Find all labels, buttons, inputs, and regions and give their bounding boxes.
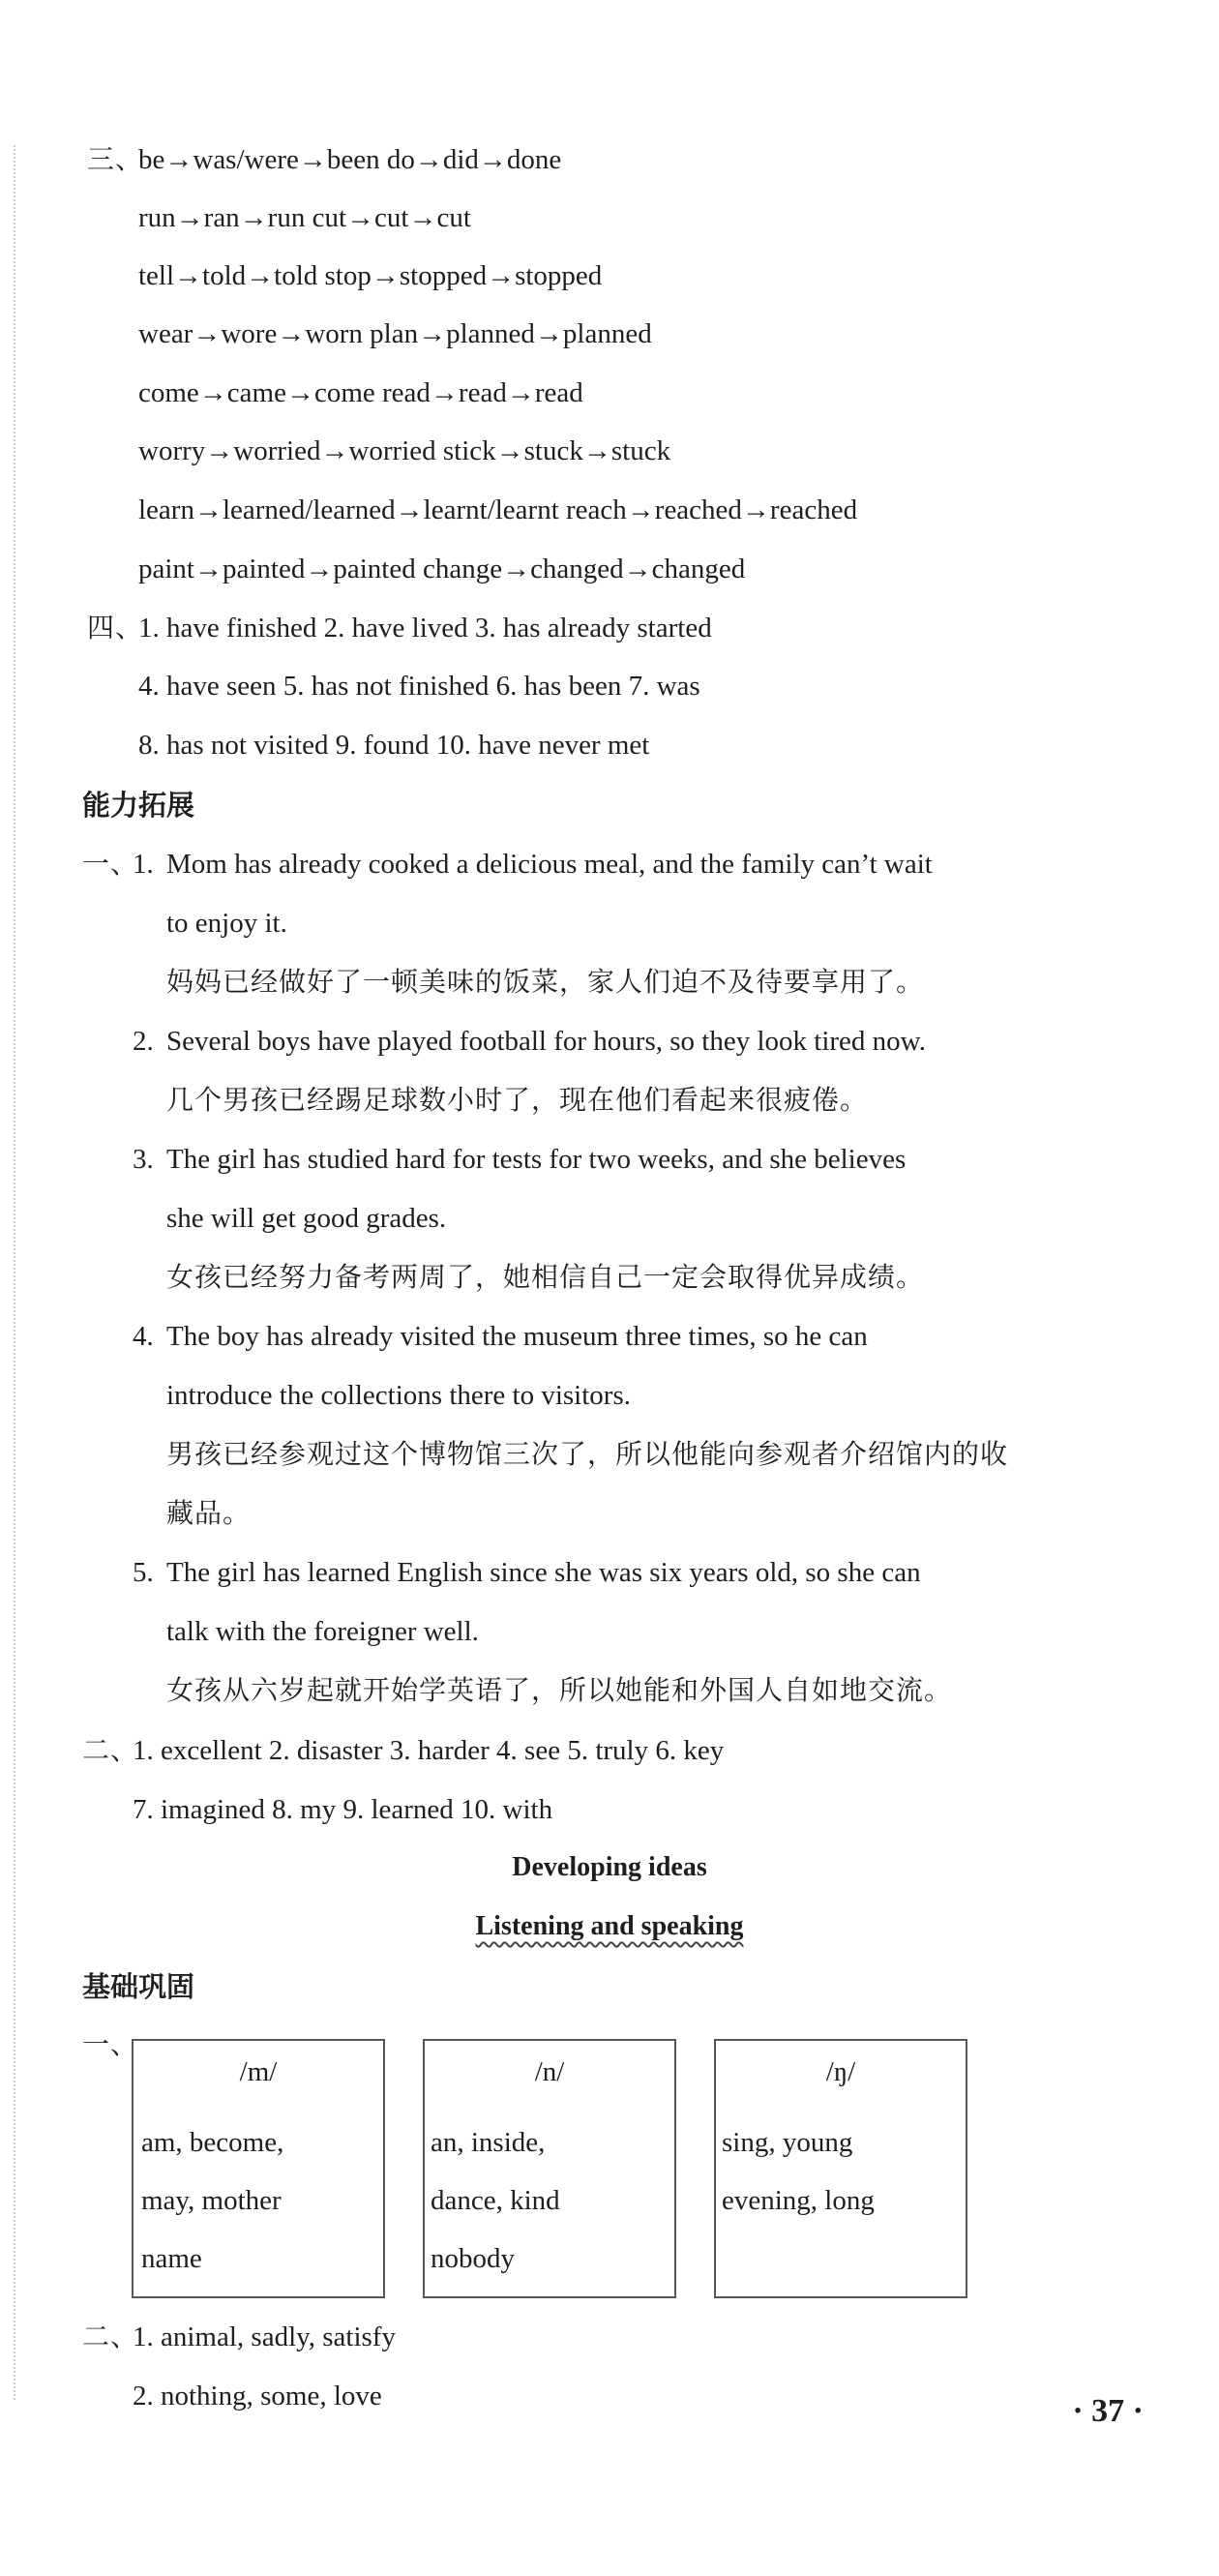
- answer-line: 1. excellent 2. disaster 3. harder 4. see 5. truly 6. key: [133, 1735, 725, 1766]
- english-sentence: The girl has studied hard for tests for two weeks, and she believes: [166, 1144, 907, 1175]
- word-list-line: name: [141, 2243, 202, 2274]
- answer-line: 1. animal, sadly, satisfy: [133, 2321, 396, 2352]
- margin-dotted-line: [14, 145, 15, 2400]
- word-list-line: an, inside,: [431, 2127, 546, 2158]
- answer-line: 4. have seen 5. has not finished 6. has been 7. was: [138, 671, 700, 702]
- section4-label: 四、: [87, 612, 144, 644]
- verb-forms-line: paint→painted→painted change→changed→changed: [138, 554, 746, 584]
- basic-part1-label: 一、: [82, 2028, 139, 2060]
- word-list-line: sing, young: [722, 2127, 853, 2158]
- chinese-translation: 女孩已经努力备考两周了，她相信自己一定会取得优异成绩。: [166, 1261, 925, 1293]
- item-number: 1.: [133, 849, 154, 880]
- answer-line: 7. imagined 8. my 9. learned 10. with: [133, 1794, 553, 1825]
- chinese-translation: 藏品。: [166, 1497, 252, 1529]
- english-sentence: Mom has already cooked a delicious meal, and the family can’t wait: [166, 849, 933, 880]
- section3-label: 三、: [87, 143, 144, 175]
- chinese-translation: 男孩已经参观过这个博物馆三次了，所以他能向参观者介绍馆内的收: [166, 1438, 1009, 1470]
- english-sentence: to enjoy it.: [166, 908, 287, 939]
- basic-part2-label: 二、: [82, 2321, 139, 2352]
- verb-forms-line: come→came→come read→read→read: [138, 377, 583, 408]
- chinese-translation: 几个男孩已经踢足球数小时了，现在他们看起来很疲倦。: [166, 1084, 869, 1116]
- verb-forms-line: run→ran→run cut→cut→cut: [138, 202, 471, 233]
- english-sentence: talk with the foreigner well.: [166, 1616, 479, 1647]
- word-list-line: evening, long: [722, 2185, 875, 2216]
- english-sentence: Several boys have played football for hours, so they look tired now.: [166, 1026, 926, 1057]
- verb-forms-line: wear→wore→worn plan→planned→planned: [138, 318, 652, 349]
- verb-forms-line: be→was/were→been do→did→done: [138, 144, 562, 175]
- answer-line: 8. has not visited 9. found 10. have never met: [138, 730, 650, 761]
- answer-line: 2. nothing, some, love: [133, 2381, 382, 2411]
- word-list-line: nobody: [431, 2243, 515, 2274]
- answer-line: 1. have finished 2. have lived 3. has already started: [138, 613, 712, 644]
- listening-speaking-subtitle: Listening and speaking: [475, 1911, 744, 1941]
- developing-subtitle-row: [0, 1907, 1219, 1946]
- word-list-line: am, become,: [141, 2127, 284, 2158]
- chinese-translation: 女孩从六岁起就开始学英语了，所以她能和外国人自如地交流。: [166, 1674, 953, 1706]
- verb-forms-line: tell→told→told stop→stopped→stopped: [138, 260, 603, 291]
- english-sentence: she will get good grades.: [166, 1203, 447, 1234]
- phoneme-box-ng: [714, 2039, 967, 2298]
- english-sentence: introduce the collections there to visitors.: [166, 1380, 631, 1411]
- ability-part1-label: 一、: [82, 848, 139, 880]
- phoneme-symbol: /ŋ/: [825, 2056, 856, 2087]
- item-number: 3.: [133, 1144, 154, 1175]
- item-number: 5.: [133, 1557, 154, 1588]
- chinese-translation: 妈妈已经做好了一顿美味的饭菜，家人们迫不及待要享用了。: [166, 966, 925, 998]
- item-number: 2.: [133, 1026, 154, 1057]
- phoneme-symbol: /m/: [239, 2056, 278, 2087]
- basic-heading: 基础巩固: [82, 1970, 195, 2003]
- developing-title: Developing ideas: [512, 1852, 707, 1882]
- phoneme-box-m: [132, 2039, 385, 2298]
- phoneme-symbol: /n/: [534, 2056, 565, 2087]
- english-sentence: The boy has already visited the museum three times, so he can: [166, 1321, 868, 1352]
- item-number: 4.: [133, 1321, 154, 1352]
- ability-part2-label: 二、: [82, 1734, 139, 1766]
- ability-heading: 能力拓展: [82, 789, 195, 822]
- phoneme-box-n: [423, 2039, 676, 2298]
- english-sentence: The girl has learned English since she was six years old, so she can: [166, 1557, 921, 1588]
- verb-forms-line: worry→worried→worried stick→stuck→stuck: [138, 435, 671, 466]
- verb-forms-line: learn→learned/learned→learnt/learnt reach→reached→reached: [138, 494, 858, 525]
- word-list-line: may, mother: [141, 2185, 282, 2216]
- page-number: · 37 ·: [1072, 2393, 1144, 2429]
- word-list-line: dance, kind: [431, 2185, 560, 2216]
